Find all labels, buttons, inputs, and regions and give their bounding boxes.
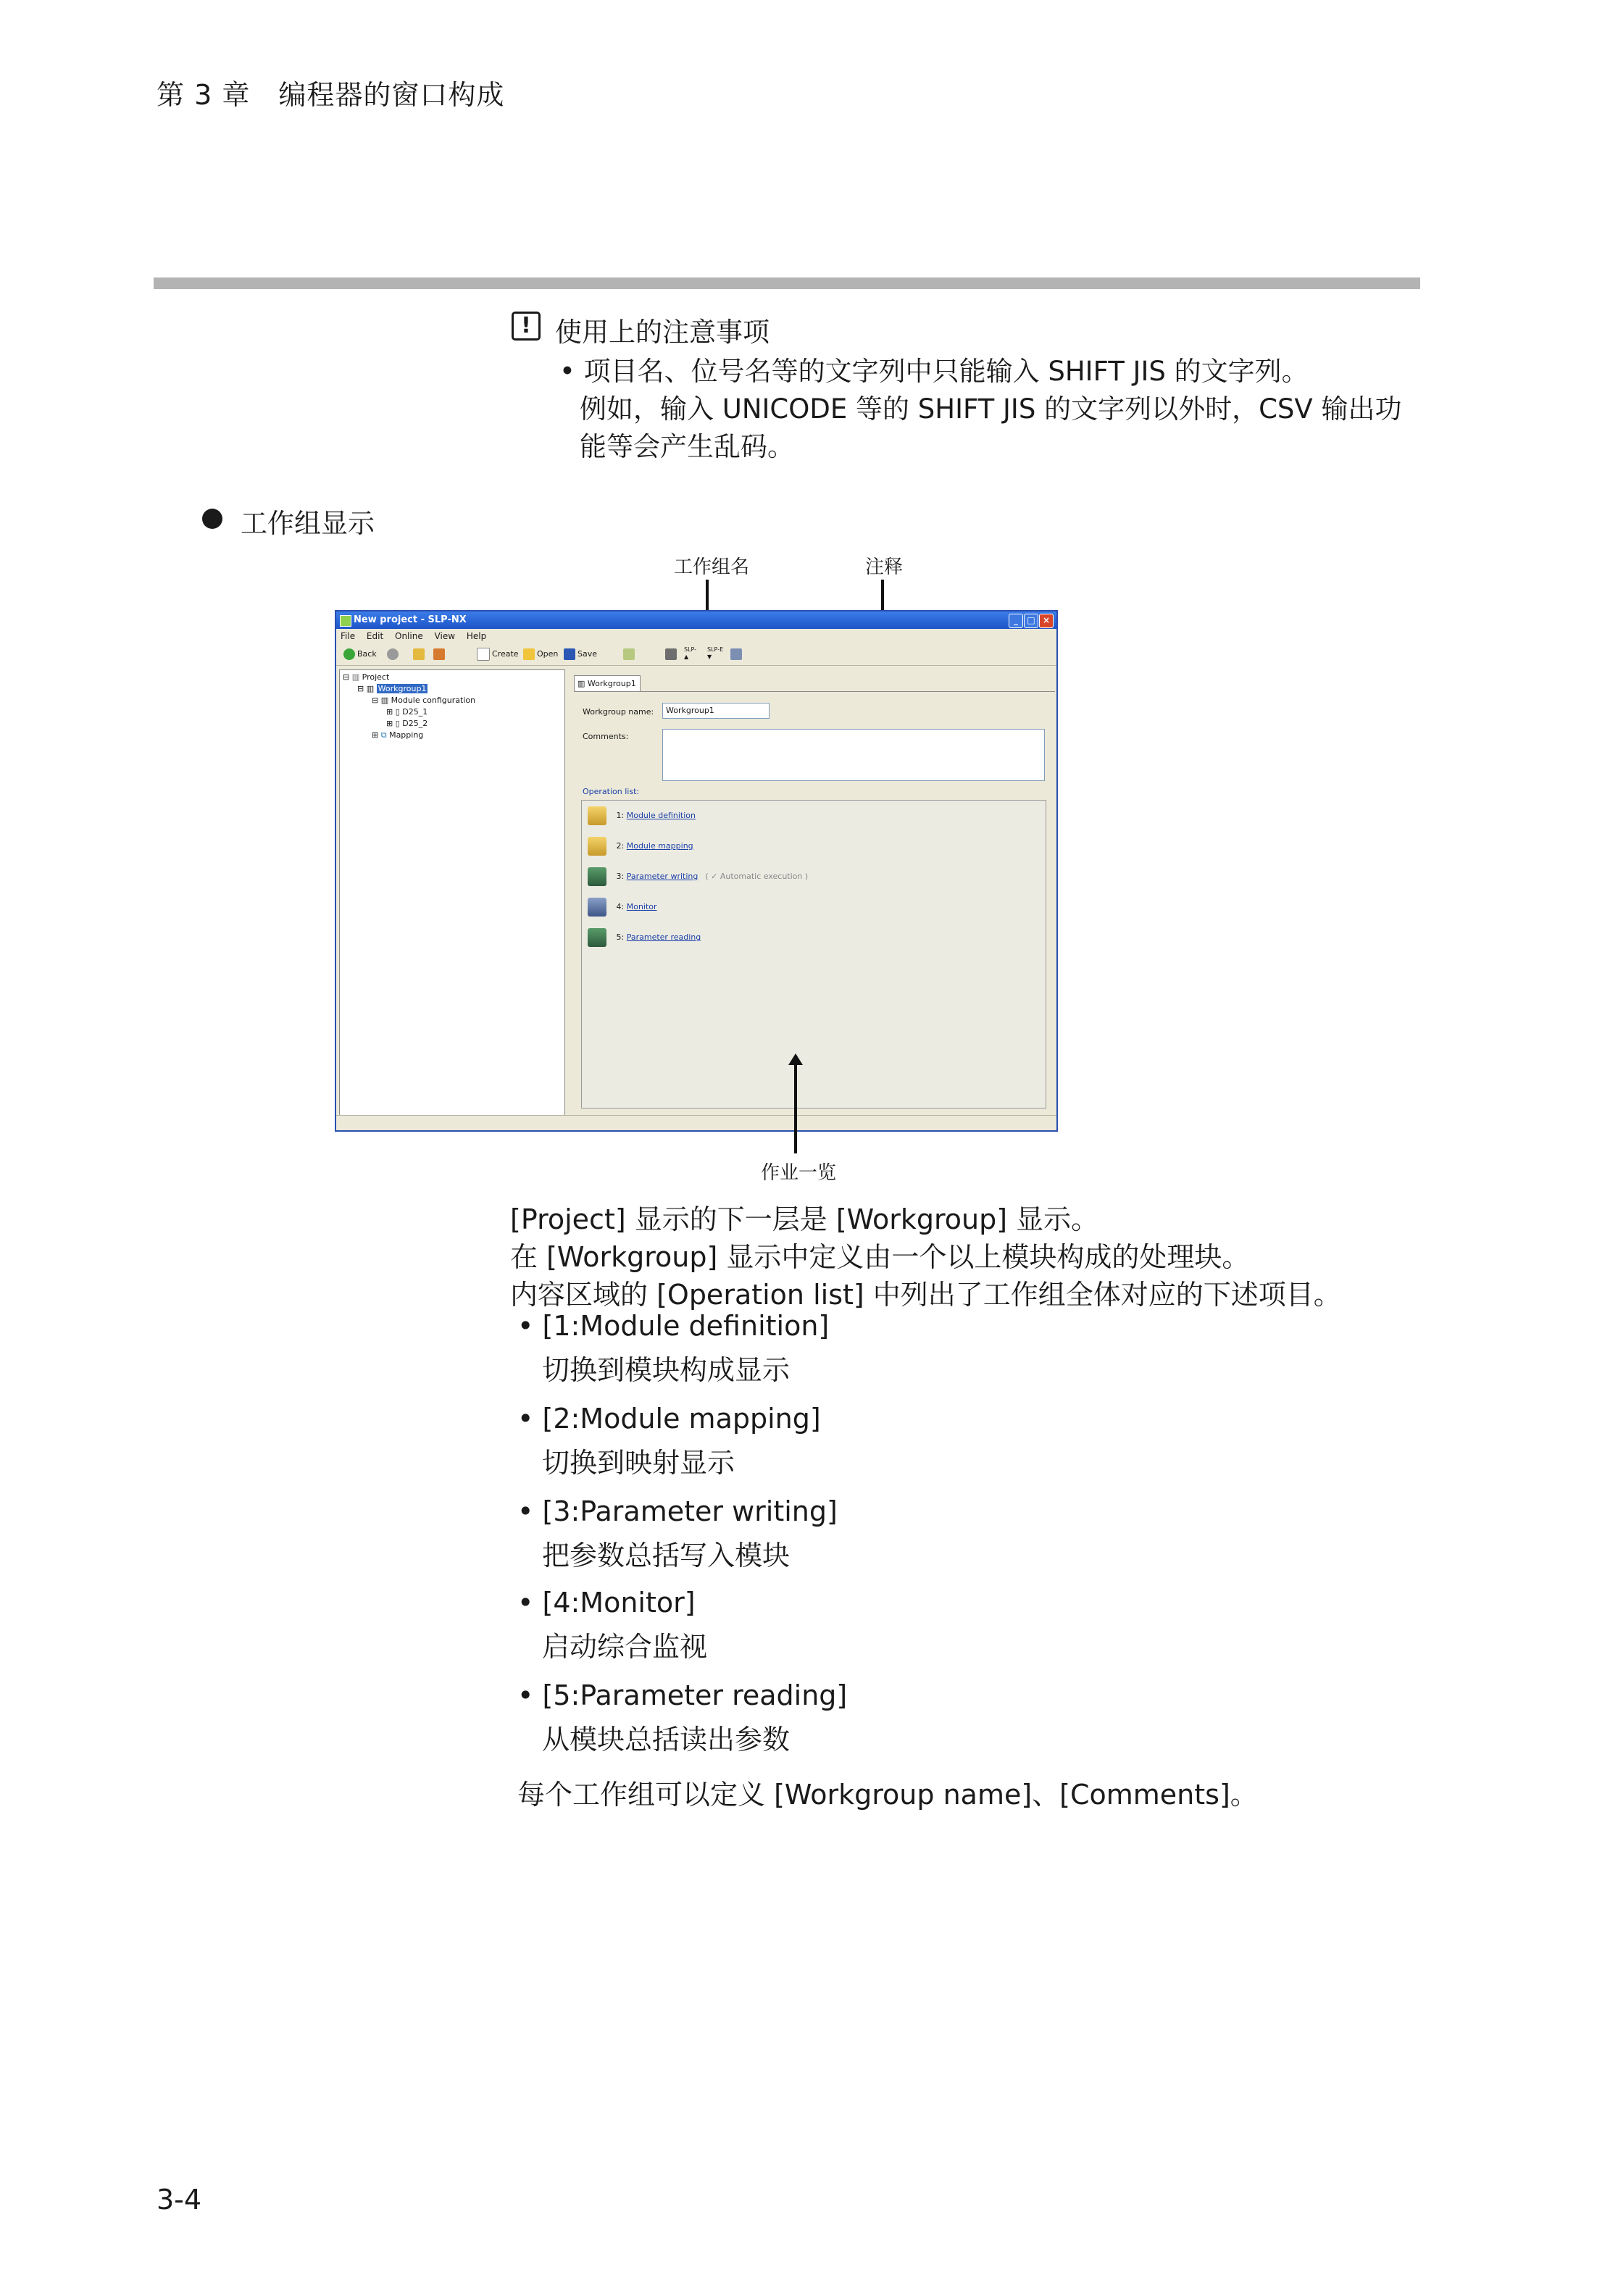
operation-item[interactable]: 1: Module definition xyxy=(588,803,696,828)
tree-item-module-configuration[interactable]: ⊟ ▥ Module configuration xyxy=(372,696,476,705)
chapter-header: 第 3 章 编程器的窗口构成 xyxy=(157,79,505,111)
app-window-screenshot xyxy=(335,610,1058,1132)
body-paragraph: 内容区域的 [Operation list] 中列出了工作组全体对应的下述项目。 xyxy=(510,1279,1341,1311)
tree-item-workgroup[interactable]: ⊟ ▥ Workgroup1 xyxy=(357,684,427,693)
tree-item-mapping[interactable]: ⊞ ⧉ Mapping xyxy=(372,730,424,740)
menu-view[interactable]: View xyxy=(434,631,456,641)
tree-expander-icon[interactable]: ⊟ xyxy=(372,696,379,705)
module-icon: ▯ xyxy=(395,707,400,717)
tree-item-project[interactable]: ⊟ ▥ Project xyxy=(343,672,390,682)
content-area xyxy=(568,669,1055,1114)
tree-item-module[interactable]: ⊞ ▯ D25_1 xyxy=(386,707,428,717)
section-bullet-icon xyxy=(202,509,222,529)
download-icon xyxy=(623,648,635,660)
monitor-link[interactable]: Monitor xyxy=(626,902,657,911)
forward-arrow-icon xyxy=(387,648,399,660)
list-item-desc: 把参数总括写入模块 xyxy=(542,1540,791,1571)
section-rule xyxy=(154,277,1420,289)
caution-title: 使用上的注意事项 xyxy=(555,317,770,348)
monitor-icon xyxy=(588,898,606,917)
operation-item[interactable]: 5: Parameter reading xyxy=(588,925,701,950)
callout-workgroup-name: 工作组名 xyxy=(674,556,750,578)
close-button[interactable]: × xyxy=(1039,614,1054,628)
menu-help[interactable]: Help xyxy=(466,631,487,641)
app-icon xyxy=(340,615,351,627)
up-folder-button[interactable] xyxy=(413,646,427,662)
menu-online[interactable]: Online xyxy=(395,631,423,641)
list-item-title: • [3:Parameter writing] xyxy=(517,1495,838,1527)
tree-expander-icon[interactable]: ⊟ xyxy=(343,672,350,682)
body-paragraph: [Project] 显示的下一层是 [Workgroup] 显示。 xyxy=(510,1203,1099,1235)
operation-item[interactable]: 3: Parameter writing ( ✓ Automatic execution ) xyxy=(588,864,808,889)
parameter-writing-link[interactable]: Parameter writing xyxy=(626,872,699,881)
open-button[interactable]: Open xyxy=(523,646,558,662)
tree-expander-icon[interactable]: ⊟ xyxy=(357,684,364,693)
module-mapping-link[interactable]: Module mapping xyxy=(626,841,693,851)
list-item-desc: 切换到映射显示 xyxy=(542,1447,735,1479)
parameter-write-icon xyxy=(588,867,606,886)
back-arrow-icon xyxy=(343,648,355,660)
tree-expander-icon[interactable]: ⊞ xyxy=(386,707,393,717)
section-title: 工作组显示 xyxy=(241,508,375,539)
window-title: New project - SLP-NX xyxy=(354,614,467,625)
back-button[interactable]: Back xyxy=(343,646,377,662)
project-tree xyxy=(339,669,565,1116)
new-file-icon xyxy=(477,648,490,661)
maximize-button[interactable]: □ xyxy=(1024,614,1038,628)
tab-divider xyxy=(574,691,1055,692)
minimize-button[interactable]: _ xyxy=(1009,614,1023,628)
triangle-up-icon: ▲ xyxy=(684,654,689,660)
operation-item[interactable]: 4: Monitor xyxy=(588,895,657,919)
folder-icon xyxy=(588,806,606,825)
closing-paragraph: 每个工作组可以定义 [Workgroup name]、[Comments]。 xyxy=(517,1779,1258,1811)
home-button[interactable] xyxy=(433,646,447,662)
operation-list-label: Operation list: xyxy=(583,787,640,796)
callout-operation-list: 作业一览 xyxy=(761,1162,837,1184)
automatic-execution-option[interactable]: ( ✓ Automatic execution ) xyxy=(705,872,809,881)
callout-arrow xyxy=(794,1064,797,1153)
menu-file[interactable]: File xyxy=(341,631,356,641)
folder-up-icon xyxy=(413,648,425,660)
workgroup-name-input[interactable]: Workgroup1 xyxy=(662,703,770,719)
create-button[interactable]: Create xyxy=(477,646,519,662)
list-item-title: • [4:Monitor] xyxy=(517,1587,696,1619)
slp-down-button[interactable]: SLP-E ▼ xyxy=(707,646,724,660)
page-number: 3-4 xyxy=(157,2184,202,2216)
caution-line: • 项目名、位号名等的文字列中只能输入 SHIFT JIS 的文字列。 xyxy=(559,356,1309,387)
tree-item-module[interactable]: ⊞ ▯ D25_2 xyxy=(386,719,428,728)
list-item-desc: 从模块总括读出参数 xyxy=(542,1724,791,1756)
monitor-icon xyxy=(730,648,742,660)
workgroup-icon: ▥ xyxy=(366,684,375,693)
toolbar xyxy=(336,643,1056,666)
open-folder-icon xyxy=(523,648,535,660)
save-button[interactable]: Save xyxy=(564,646,597,662)
callout-comment: 注释 xyxy=(865,556,904,578)
menu-edit[interactable]: Edit xyxy=(366,631,384,641)
module-button[interactable] xyxy=(665,646,679,662)
module-icon xyxy=(665,648,677,660)
folder-icon xyxy=(588,837,606,856)
comments-textarea[interactable] xyxy=(662,729,1045,781)
module-icon: ▯ xyxy=(395,719,400,728)
list-item-desc: 切换到模块构成显示 xyxy=(542,1354,791,1386)
list-item-title: • [1:Module definition] xyxy=(517,1310,830,1342)
home-icon xyxy=(433,648,445,660)
mapping-icon: ⧉ xyxy=(380,730,387,740)
module-definition-link[interactable]: Module definition xyxy=(626,811,696,820)
menu-bar xyxy=(336,629,1056,643)
monitor-button[interactable] xyxy=(730,646,744,662)
list-item-title: • [5:Parameter reading] xyxy=(517,1679,848,1711)
download-button[interactable] xyxy=(623,646,637,662)
window-titlebar xyxy=(336,611,1056,629)
workgroup-name-label: Workgroup name: xyxy=(583,707,654,717)
triangle-down-icon: ▼ xyxy=(707,654,712,660)
module-config-icon: ▥ xyxy=(380,696,389,705)
tree-expander-icon[interactable]: ⊞ xyxy=(372,730,379,740)
forward-button[interactable] xyxy=(387,646,401,662)
save-disk-icon xyxy=(564,648,575,660)
caution-icon: ! xyxy=(512,312,541,341)
tree-expander-icon[interactable]: ⊞ xyxy=(386,719,393,728)
list-item-title: • [2:Module mapping] xyxy=(517,1403,821,1435)
workgroup-icon: ▥ xyxy=(577,679,585,688)
list-item-desc: 启动综合监视 xyxy=(542,1631,708,1663)
caution-line: 能等会产生乱码。 xyxy=(580,431,794,462)
project-icon: ▥ xyxy=(351,672,360,682)
operation-item[interactable]: 2: Module mapping xyxy=(588,834,693,859)
slp-up-button[interactable]: SLP- ▲ xyxy=(684,646,697,660)
status-bar xyxy=(336,1115,1056,1130)
parameter-reading-link[interactable]: Parameter reading xyxy=(626,932,701,942)
parameter-read-icon xyxy=(588,928,606,947)
comments-label: Comments: xyxy=(583,732,629,741)
tab-workgroup[interactable]: ▥ Workgroup1 xyxy=(574,675,641,691)
body-paragraph: 在 [Workgroup] 显示中定义由一个以上模块构成的处理块。 xyxy=(510,1241,1250,1273)
caution-line: 例如，输入 UNICODE 等的 SHIFT JIS 的文字列以外时，CSV 输出功 xyxy=(580,393,1402,425)
operation-list xyxy=(581,800,1046,1109)
